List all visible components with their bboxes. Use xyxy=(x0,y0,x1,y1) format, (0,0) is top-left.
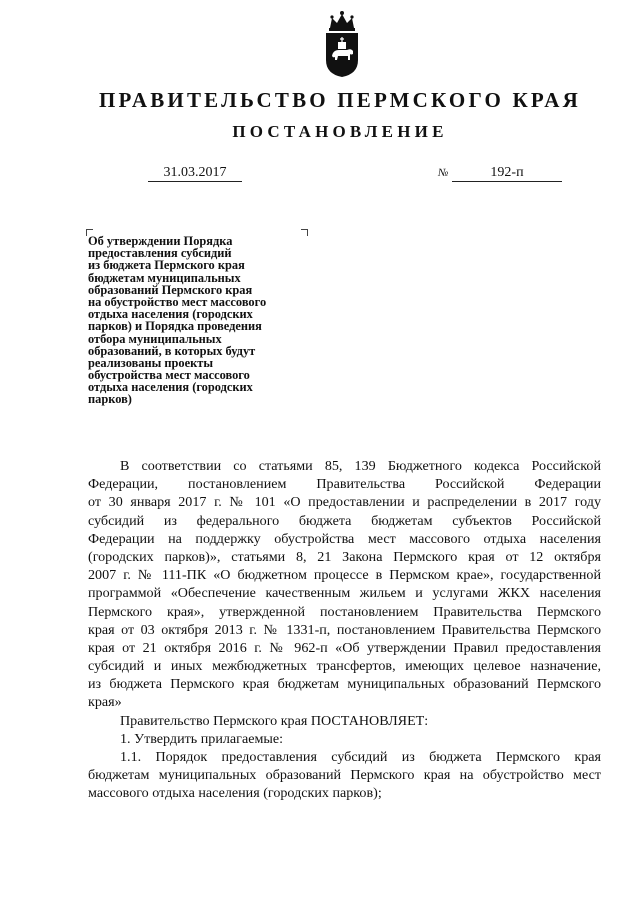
preamble-line: Пермского края», утвержденной постановлением Правительства Пермского xyxy=(88,603,601,620)
preamble-line: из бюджета Пермского края бюджетам муниципальных образований Пермского xyxy=(88,676,601,693)
perm-krai-coat-of-arms-icon xyxy=(322,10,362,78)
preamble-line: (городских парков)», статьями 8, 21 Закона Пермского края от 12 октября xyxy=(88,548,601,565)
subject-line: на обустройство мест массового xyxy=(88,294,267,309)
subject-line: отбора муниципальных xyxy=(88,331,222,346)
item-1-1-paragraph xyxy=(88,748,601,803)
subject-line: из бюджета Пермского края xyxy=(88,258,245,273)
subject-line: образований, в которых будут xyxy=(88,343,256,358)
document-date: 31.03.2017 xyxy=(148,164,242,182)
subject-line: реализованы проекты xyxy=(88,355,214,370)
subject-line: парков) и Порядка проведения xyxy=(88,319,262,334)
subject-line: отдыха населения (городских xyxy=(88,307,253,322)
document-body xyxy=(88,457,601,803)
preamble-line: от 30 января 2017 г. № 101 «О предоставлении и распределении в 2017 году xyxy=(88,494,601,511)
preamble-line: субсидий из федерального бюджета бюджетам субъектов Российской xyxy=(88,512,601,529)
subject-line: предоставления субсидий xyxy=(88,246,232,261)
subject-line: обустройства мест массового xyxy=(88,368,250,383)
subject-line: Об утверждении Порядка xyxy=(88,234,233,248)
item-1-1-line: 1.1. Порядок предоставления субсидий из бюджета Пермского края xyxy=(120,749,601,765)
preamble-line: края от 03 октября 2013 г. № 1331-п, постановлением Правительства Пермского xyxy=(88,621,601,638)
item-1: 1. Утвердить прилагаемые: xyxy=(120,730,284,747)
preamble-line: субсидий и иных межбюджетных трансфертов, имеющих целевое назначение, xyxy=(88,658,601,675)
preamble-line: 2007 г. № 111-ПК «О бюджетном процессе в Пермском крае», государственной xyxy=(88,567,601,584)
document-number: 192-п xyxy=(452,164,562,182)
organization-title: ПРАВИТЕЛЬСТВО ПЕРМСКОГО КРАЯ xyxy=(98,88,581,112)
document-subject xyxy=(88,235,318,406)
preamble-paragraph xyxy=(88,457,601,712)
preamble-line: В соответствии со статьями 85, 139 Бюджетного кодекса Российской xyxy=(120,458,601,474)
subject-line: отдыха населения (городских xyxy=(88,380,253,395)
preamble-line: Федерации, постановлением Правительства Российской Федерации xyxy=(88,476,601,493)
preamble-line: программой «Обеспечение качественным жильем и услугами ЖКХ населения xyxy=(88,585,601,602)
item-1-1-line: бюджетам муниципальных образований Пермского края на обустройство мест xyxy=(88,767,601,784)
resolution-line: Правительство Пермского края ПОСТАНОВЛЯЕТ: xyxy=(120,712,429,729)
preamble-line: Федерации на поддержку обустройства мест массового отдыха населения xyxy=(88,530,601,547)
item-1-1-line: массового отдыха населения (городских парков); xyxy=(88,785,382,802)
document-type-title: ПОСТАНОВЛЕНИЕ xyxy=(232,122,448,141)
subject-line: бюджетам муниципальных xyxy=(88,270,241,285)
subject-line: образований Пермского края xyxy=(88,282,253,297)
document-number-label: № xyxy=(438,167,449,179)
subject-line: парков) xyxy=(88,392,132,407)
preamble-line: края» xyxy=(88,694,122,711)
preamble-line: края от 21 октября 2016 г. № 962-п «Об утверждении Правил предоставления xyxy=(88,639,601,656)
